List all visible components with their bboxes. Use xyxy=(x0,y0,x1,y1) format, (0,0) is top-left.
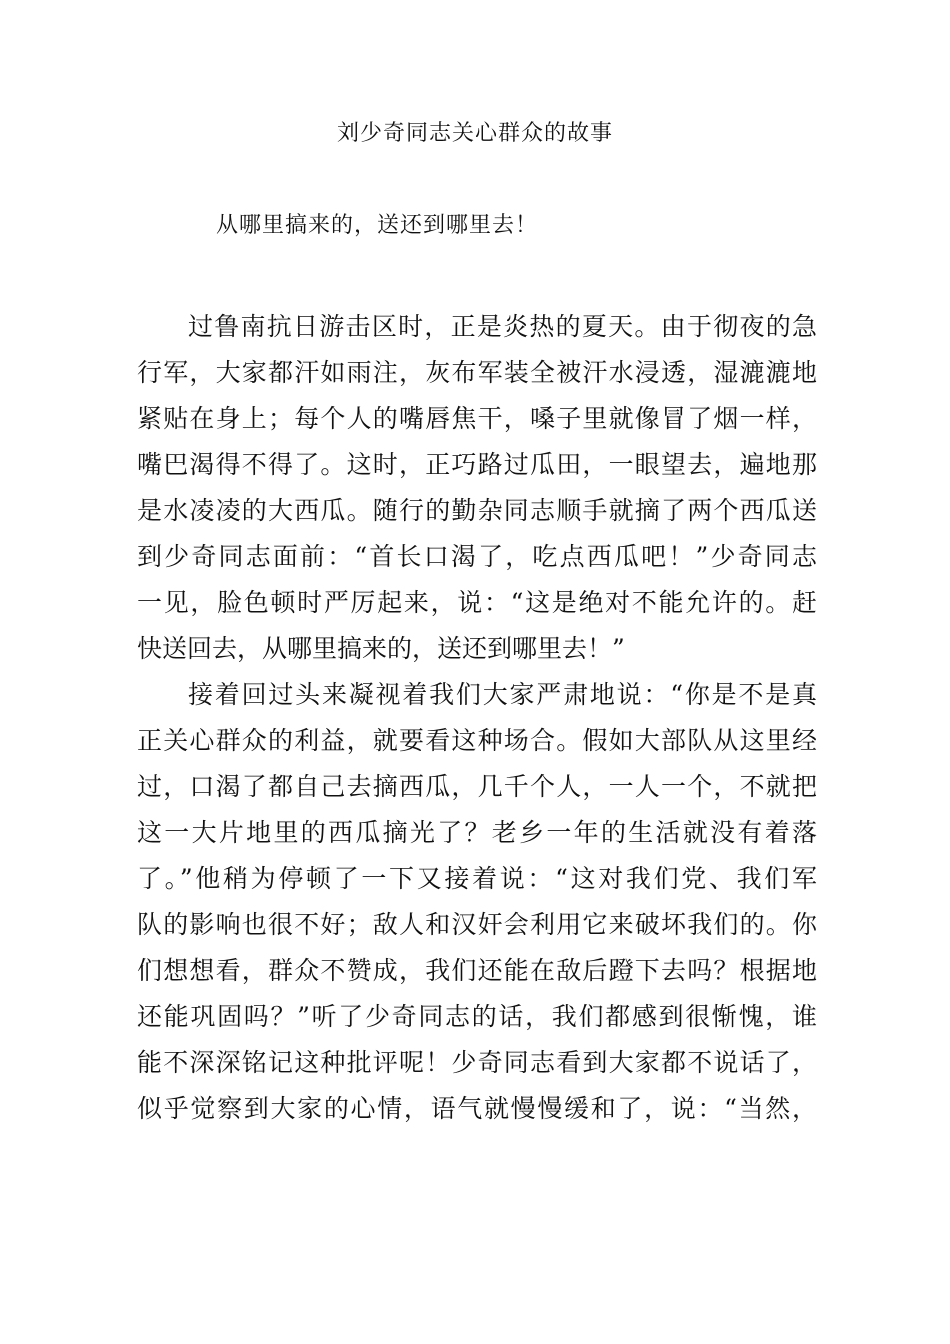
paragraph-2-line-5: 了。”他稍为停顿了一下又接着说：“这对我们党、我们军 xyxy=(137,864,817,893)
document-title: 刘少奇同志关心群众的故事 xyxy=(336,121,613,146)
section-heading: 从哪里搞来的，送还到哪里去！ xyxy=(216,213,539,238)
paragraph-2-line-6: 队的影响也很不好；敌人和汉奸会利用它来破坏我们的。你 xyxy=(137,910,817,939)
paragraph-2-line-10: 似乎觉察到大家的心情，语气就慢慢缓和了，说：“当然， xyxy=(137,1094,817,1123)
paragraph-1-line-2: 行军，大家都汗如雨注，灰布军装全被汗水浸透，湿漉漉地 xyxy=(137,358,817,387)
paragraph-2-line-9: 能不深深铭记这种批评呢！少奇同志看到大家都不说话了， xyxy=(137,1048,817,1077)
paragraph-1-line-3: 紧贴在身上；每个人的嘴唇焦干，嗓子里就像冒了烟一样， xyxy=(137,404,817,433)
paragraph-1-line-7: 一见，脸色顿时严厉起来，说：“这是绝对不能允许的。赶 xyxy=(137,588,817,617)
paragraph-2-line-7: 们想想看，群众不赞成，我们还能在敌后蹬下去吗？根据地 xyxy=(137,956,817,985)
paragraph-2-line-8: 还能巩固吗？”听了少奇同志的话，我们都感到很惭愧，谁 xyxy=(137,1002,817,1031)
paragraph-2-line-3: 过，口渴了都自己去摘西瓜，几千个人，一人一个，不就把 xyxy=(137,772,817,801)
paragraph-1-line-1: 过鲁南抗日游击区时，正是炎热的夏天。由于彻夜的急 xyxy=(188,312,817,341)
paragraph-1-line-6: 到少奇同志面前：“首长口渴了，吃点西瓜吧！”少奇同志 xyxy=(137,542,817,571)
paragraph-2-line-4: 这一大片地里的西瓜摘光了？老乡一年的生活就没有着落 xyxy=(137,818,817,847)
paragraph-1-line-4: 嘴巴渴得不得了。这时，正巧路过瓜田，一眼望去，遍地那 xyxy=(137,450,817,479)
paragraph-1-line-8: 快送回去，从哪里搞来的，送还到哪里去！” xyxy=(137,634,625,663)
paragraph-2-line-2: 正关心群众的利益，就要看这种场合。假如大部队从这里经 xyxy=(137,726,817,755)
paragraph-2-line-1: 接着回过头来凝视着我们大家严肃地说：“你是不是真 xyxy=(188,680,817,709)
paragraph-1-line-5: 是水凌凌的大西瓜。随行的勤杂同志顺手就摘了两个西瓜送 xyxy=(137,496,817,525)
